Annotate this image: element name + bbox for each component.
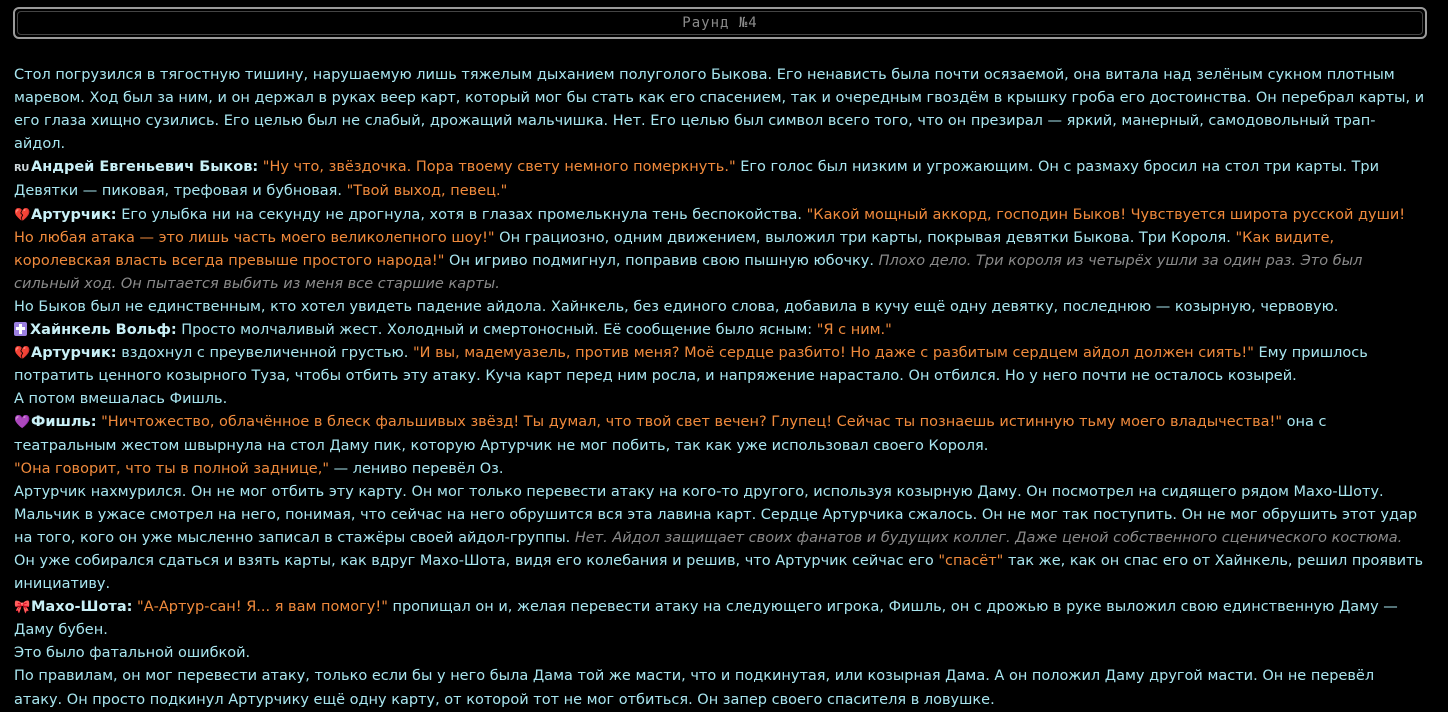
inner-thought: Нет. Айдол защищает своих фанатов и будущих коллег. Даже ценой собственного сценического костюма.	[574, 529, 1403, 546]
round-header	[13, 7, 1427, 39]
narration-paragraph: Но Быков был не единственным, кто хотел увидеть падение айдола. Хайнкель, без единого слова, добавила в кучу ещё одну девятку, последнюю — козырную, червовую.	[14, 298, 1339, 315]
quote: "спасёт"	[938, 552, 1004, 569]
quote: "Ну что, звёздочка. Пора твоему свету немного померкнуть."	[262, 159, 736, 176]
narration-paragraph: Это было фатальной ошибкой.	[14, 645, 251, 662]
speaker-name-hainkel: Хайнкель Вольф:	[30, 322, 177, 339]
story-log	[14, 64, 1426, 712]
narration-paragraph: Стол погрузился в тягостную тишину, нарушаемую лишь тяжелым дыханием полуголого Быкова. Его ненависть была почти осязаемой, она витала над зелёным сукном плотным маревом. Ход был за ним, и он держал в руках веер карт, который мог бы стать как его спасением, так и очередным гвоздём в крышку гроба его достоинства. Он перебрал карты, и его глаза хищно сузились. Его целью был не слабый, дрожащий мальчишка. Нет. Его целью был символ всего того, что он презирал — яркий, манерный, самодовольный трап-айдол.	[14, 67, 1425, 153]
dialogue-arturchik: 💔Артурчик: Его улыбка ни на секунду не дрогнула, хотя в глазах промелькнула тень беспокойства. "Какой мощный аккорд, господин Быков! Чувствуется широта русской души! Но любая атака — это лишь часть моего великолепного шоу!" Он грациозно, одним движением, выложил три карты, покрывая девятки Быкова. Три Короля. "Как видите, королевская власть всегда превыше простого народа!" Он игриво подмигнул, поправив свою пышную юбочку. Плохо дело. Три короля из четырёх ушли за один раз. Это был сильный ход. Он пытается выбить из меня все старшие карты.	[14, 204, 1426, 296]
quote: "Какой мощный аккорд, господин Быков! Чувствуется широта русской души! Но любая атака — это лишь часть моего великолепного шоу!"	[14, 206, 1406, 246]
inner-thought: Плохо дело. Три короля из четырёх ушли за один раз. Это был сильный ход. Он пытается выбить из меня все старшие карты.	[14, 252, 1363, 292]
quote: "Она говорит, что ты в полной заднице,"	[14, 460, 330, 477]
dialogue-bykov: RU Андрей Евгеньевич Быков: "Ну что, звёздочка. Пора твоему свету немного померкнуть." Его голос был низким и угрожающим. Он с размаху бросил на стол три карты. Три Девятки — пиковая, трефовая и бубновая. "Твой выход, певец."	[14, 159, 1380, 200]
quote: "И вы, мадемуазель, против меня? Моё сердце разбито! Но даже с разбитым сердцем айдол должен сиять!"	[412, 345, 1254, 362]
quote: "Ничтожество, облачённое в блеск фальшивых звёзд! Ты думал, что твой свет вечен? Глупец! Сейчас ты познаешь истинную тьму моего владычества!"	[96, 414, 1282, 431]
dialogue-arturchik: 💔Артурчик: вздохнул с преувеличенной грустью. "И вы, мадемуазель, против меня? Моё сердце разбито! Но даже с разбитым сердцем айдол должен сиять!" Ему пришлось потратить ценного козырного Туза, чтобы отбить эту атаку. Куча карт перед ним росла, и напряжение нарастало. Он отбился. Но у него почти не осталось козырей.	[14, 342, 1426, 388]
speaker-name-mahoshota: Махо-Шота:	[31, 599, 133, 616]
narration-paragraph: Артурчик нахмурился. Он не мог отбить эту карту. Он мог только перевести атаку на кого-то другого, используя козырную Даму. Он посмотрел на сидящего рядом Махо-Шоту. Мальчик в ужасе смотрел на него, понимая, что сейчас на него обрушится вся эта лавина карт. Сердце Артурчика сжалось. Он не мог так поступить. Он не мог обрушить этот удар на того, кого он уже мысленно записал в стажёры своей айдол-группы. Нет. Айдол защищает своих фанатов и будущих коллег. Даже ценой собственного сценического костюма.	[14, 483, 1418, 546]
purple-heart-icon: 💜	[14, 415, 31, 431]
ribbon-icon: 🎀	[14, 600, 31, 616]
narration-paragraph: А потом вмешалась Фишль.	[14, 391, 228, 408]
dialogue-hainkel: Хайнкель Вольф: Просто молчаливый жест. Холодный и смертоносный. Её сообщение было ясным: "Я с ним."	[14, 319, 1426, 342]
cross-icon	[14, 322, 27, 336]
narration-paragraph: Он уже собирался сдаться и взять карты, как вдруг Махо-Шота, видя его колебания и решив, что Артурчик сейчас его "спасёт" так же, как он спас его от Хайнкель, решил проявить инициативу.	[14, 552, 1424, 593]
quote: "Твой выход, певец."	[346, 183, 508, 200]
narration-paragraph: По правилам, он мог перевести атаку, только если бы у него была Дама той же масти, что и подкинутая, или козырная Дама. А он положил Даму другой масти. Он не перевёл атаку. Он просто подкинул Артурчику ещё одну карту, от которой тот не мог отбиться. Он запер своего спасителя в ловушке.	[14, 668, 1375, 708]
dialogue-mahoshota: 🎀Махо-Шота: "А-Артур-сан! Я... я вам помогу!" пропищал он и, желая перевести атаку на следующего игрока, Фишль, он с дрожью в руке выложил свою единственную Даму — Даму бубен.	[14, 596, 1426, 642]
speaker-name-arturchik: Артурчик:	[31, 206, 117, 223]
narration-paragraph: "Она говорит, что ты в полной заднице," — лениво перевёл Оз.	[14, 460, 504, 477]
broken-heart-icon: 💔	[14, 346, 31, 362]
quote: "Я с ним."	[816, 322, 892, 339]
quote: "Как видите, королевская власть всегда превыше простого народа!"	[14, 229, 1335, 269]
broken-heart-icon: 💔	[14, 207, 31, 223]
speaker-name-bykov: Андрей Евгеньевич Быков:	[31, 159, 259, 176]
speaker-name-arturchik: Артурчик:	[31, 345, 117, 362]
quote: "А-Артур-сан! Я... я вам помогу!"	[132, 599, 388, 616]
speaker-name-fishl: Фишль:	[31, 414, 97, 431]
round-title: Раунд №4	[682, 15, 758, 31]
dialogue-fishl: 💜Фишль: "Ничтожество, облачённое в блеск фальшивых звёзд! Ты думал, что твой свет вечен? Глупец! Сейчас ты познаешь истинную тьму моего владычества!" она с театральным жестом швырнула на стол Даму пик, которую Артурчик не мог побить, так как уже использовал своего Короля.	[14, 411, 1426, 457]
russia-flag-icon: RU	[14, 163, 29, 175]
